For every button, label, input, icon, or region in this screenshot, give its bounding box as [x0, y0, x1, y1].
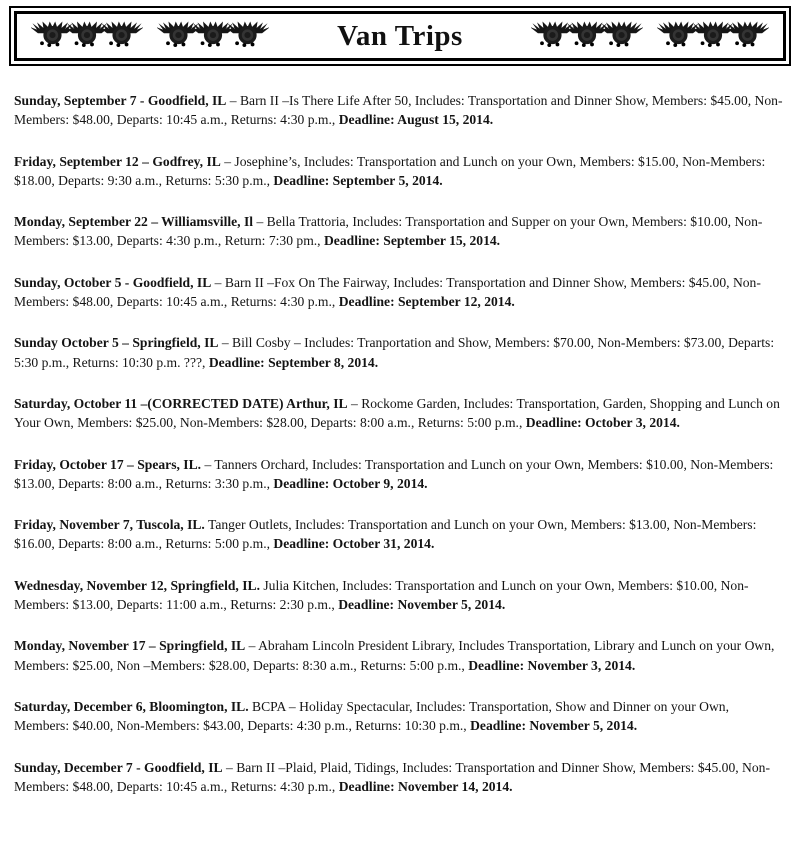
trip-details: – Barn II –Plaid, Plaid, Tidings, Includes: Transportation and Dinner Show, Members: $45.00, Non-Members: $48.00, Departs: 10:45 a.m., Returns: 4:30 p.m., — [14, 759, 770, 794]
trip-entry — [14, 515, 785, 554]
trip-entry — [14, 212, 785, 251]
trip-details: – Bella Trattoria, Includes: Transportation and Supper on your Own, Members: $10.00, Non-Members: $13.00, Departs: 4:30 p.m., Return: 7:30 pm., — [14, 214, 763, 249]
rose-garland-icon — [31, 16, 143, 56]
header-left-decorations — [31, 16, 269, 56]
trip-entry — [14, 333, 785, 372]
header-right-decorations — [531, 16, 769, 56]
rose-garland-icon — [157, 16, 269, 56]
trip-details: – Josephine’s, Includes: Transportation and Lunch on your Own, Members: $15.00, Non-Members: $18.00, Departs: 9:30 a.m., Returns: 5:30 p.m., — [14, 153, 766, 188]
trip-date-location: Sunday October 5 – Springfield, IL — [14, 335, 219, 351]
trip-deadline: Deadline: October 3, 2014. — [525, 415, 680, 431]
trip-entry — [14, 576, 785, 615]
trip-date-location: Friday, November 7, Tuscola, IL. — [14, 517, 205, 533]
trip-deadline: Deadline: September 8, 2014. — [208, 354, 379, 370]
trip-details: – Barn II –Fox On The Fairway, Includes: Transportation and Dinner Show, Members: $45.00, Non-Members: $48.00, Departs: 10:45 a.m., Returns: 4:30 p.m., — [14, 274, 761, 310]
trip-entry — [14, 636, 785, 675]
trip-deadline: Deadline: September 5, 2014. — [273, 172, 443, 188]
trip-deadline: Deadline: November 5, 2014. — [470, 718, 638, 734]
trip-entry — [14, 152, 785, 191]
document-page — [0, 6, 800, 861]
trip-deadline: Deadline: September 15, 2014. — [323, 233, 501, 249]
trip-deadline: Deadline: August 15, 2014. — [338, 112, 494, 128]
trip-entry — [14, 394, 785, 433]
trip-date-location: Monday, November 17 – Springfield, IL — [14, 638, 246, 654]
trip-entry — [14, 697, 785, 736]
trip-date-location: Friday, September 12 – Godfrey, IL — [14, 153, 221, 169]
trip-entry — [14, 455, 785, 494]
trip-deadline: Deadline: October 31, 2014. — [273, 536, 435, 552]
trip-date-location: Sunday, September 7 - Goodfield, IL — [14, 93, 227, 108]
trip-deadline: Deadline: October 9, 2014. — [273, 475, 428, 491]
trip-date-location: Sunday, December 7 - Goodfield, IL — [14, 759, 223, 775]
trip-date-location: Sunday, October 5 - Goodfield, IL — [14, 274, 212, 290]
trip-details: BCPA – Holiday Spectacular, Includes: Transportation, Show and Dinner on your Own, Members: $40.00, Non-Members: $43.00, Departs: 4:30 p.m., Returns: 10:30 p.m., — [14, 698, 729, 734]
trip-date-location: Saturday, December 6, Bloomington, IL. — [14, 698, 249, 714]
trip-list — [0, 66, 800, 830]
trip-details: Julia Kitchen, Includes: Transportation and Lunch on your Own, Members: $10.00, Non-Members: $13.00, Departs: 11:00 a.m., Returns: 2:30 p.m., — [14, 577, 749, 613]
trip-details: – Rockome Garden, Includes: Transportation, Garden, Shopping and Lunch on Your Own, Members: $25.00, Non-Members: $28.00, Departs: 8:00 a.m., Returns: 5:00 p.m., — [14, 395, 780, 431]
trip-entry — [14, 273, 785, 312]
trip-deadline: Deadline: November 3, 2014. — [468, 657, 636, 673]
trip-deadline: Deadline: November 5, 2014. — [338, 597, 506, 613]
trip-date-location: Wednesday, November 12, Springfield, IL. — [14, 577, 260, 593]
trip-details: – Bill Cosby – Includes: Tranportation and Show, Members: $70.00, Non-Members: $73.00, Departs: 5:30 p.m., Returns: 10:30 p.m. ???, — [14, 335, 775, 370]
trip-entry — [14, 91, 785, 130]
trip-details: – Abraham Lincoln President Library, Includes Transportation, Library and Lunch on your Own, Members: $25.00, Non –Members: $28.00, Departs: 8:30 a.m., Returns: 5:00 p.m., — [14, 638, 775, 673]
trip-details: – Barn II –Is There Life After 50, Includes: Transportation and Dinner Show, Members: $45.00, Non-Members: $48.00, Departs: 10:45 a.m., Returns: 4:30 p.m., — [14, 93, 783, 128]
trip-deadline: Deadline: September 12, 2014. — [338, 294, 515, 310]
rose-garland-icon — [657, 16, 769, 56]
rose-garland-icon — [531, 16, 643, 56]
header-banner — [14, 11, 786, 61]
trip-entry — [14, 758, 785, 797]
trip-details: Tanger Outlets, Includes: Transportation and Lunch on your Own, Members: $13.00, Non-Members: $16.00, Departs: 8:00 a.m., Returns: 5:00 p.m., — [14, 517, 757, 552]
trip-date-location: Saturday, October 11 –(CORRECTED DATE) Arthur, IL — [14, 395, 348, 411]
trip-details: – Tanners Orchard, Includes: Transportation and Lunch on your Own, Members: $10.00, Non-Members: $13.00, Departs: 8:00 a.m., Returns: 3:30 p.m., — [14, 456, 774, 491]
header-box — [9, 6, 791, 66]
page-title: Van Trips — [337, 19, 463, 52]
trip-date-location: Friday, October 17 – Spears, IL. — [14, 456, 202, 472]
trip-deadline: Deadline: November 14, 2014. — [338, 778, 513, 794]
trip-date-location: Monday, September 22 – Williamsville, Il — [14, 214, 254, 230]
